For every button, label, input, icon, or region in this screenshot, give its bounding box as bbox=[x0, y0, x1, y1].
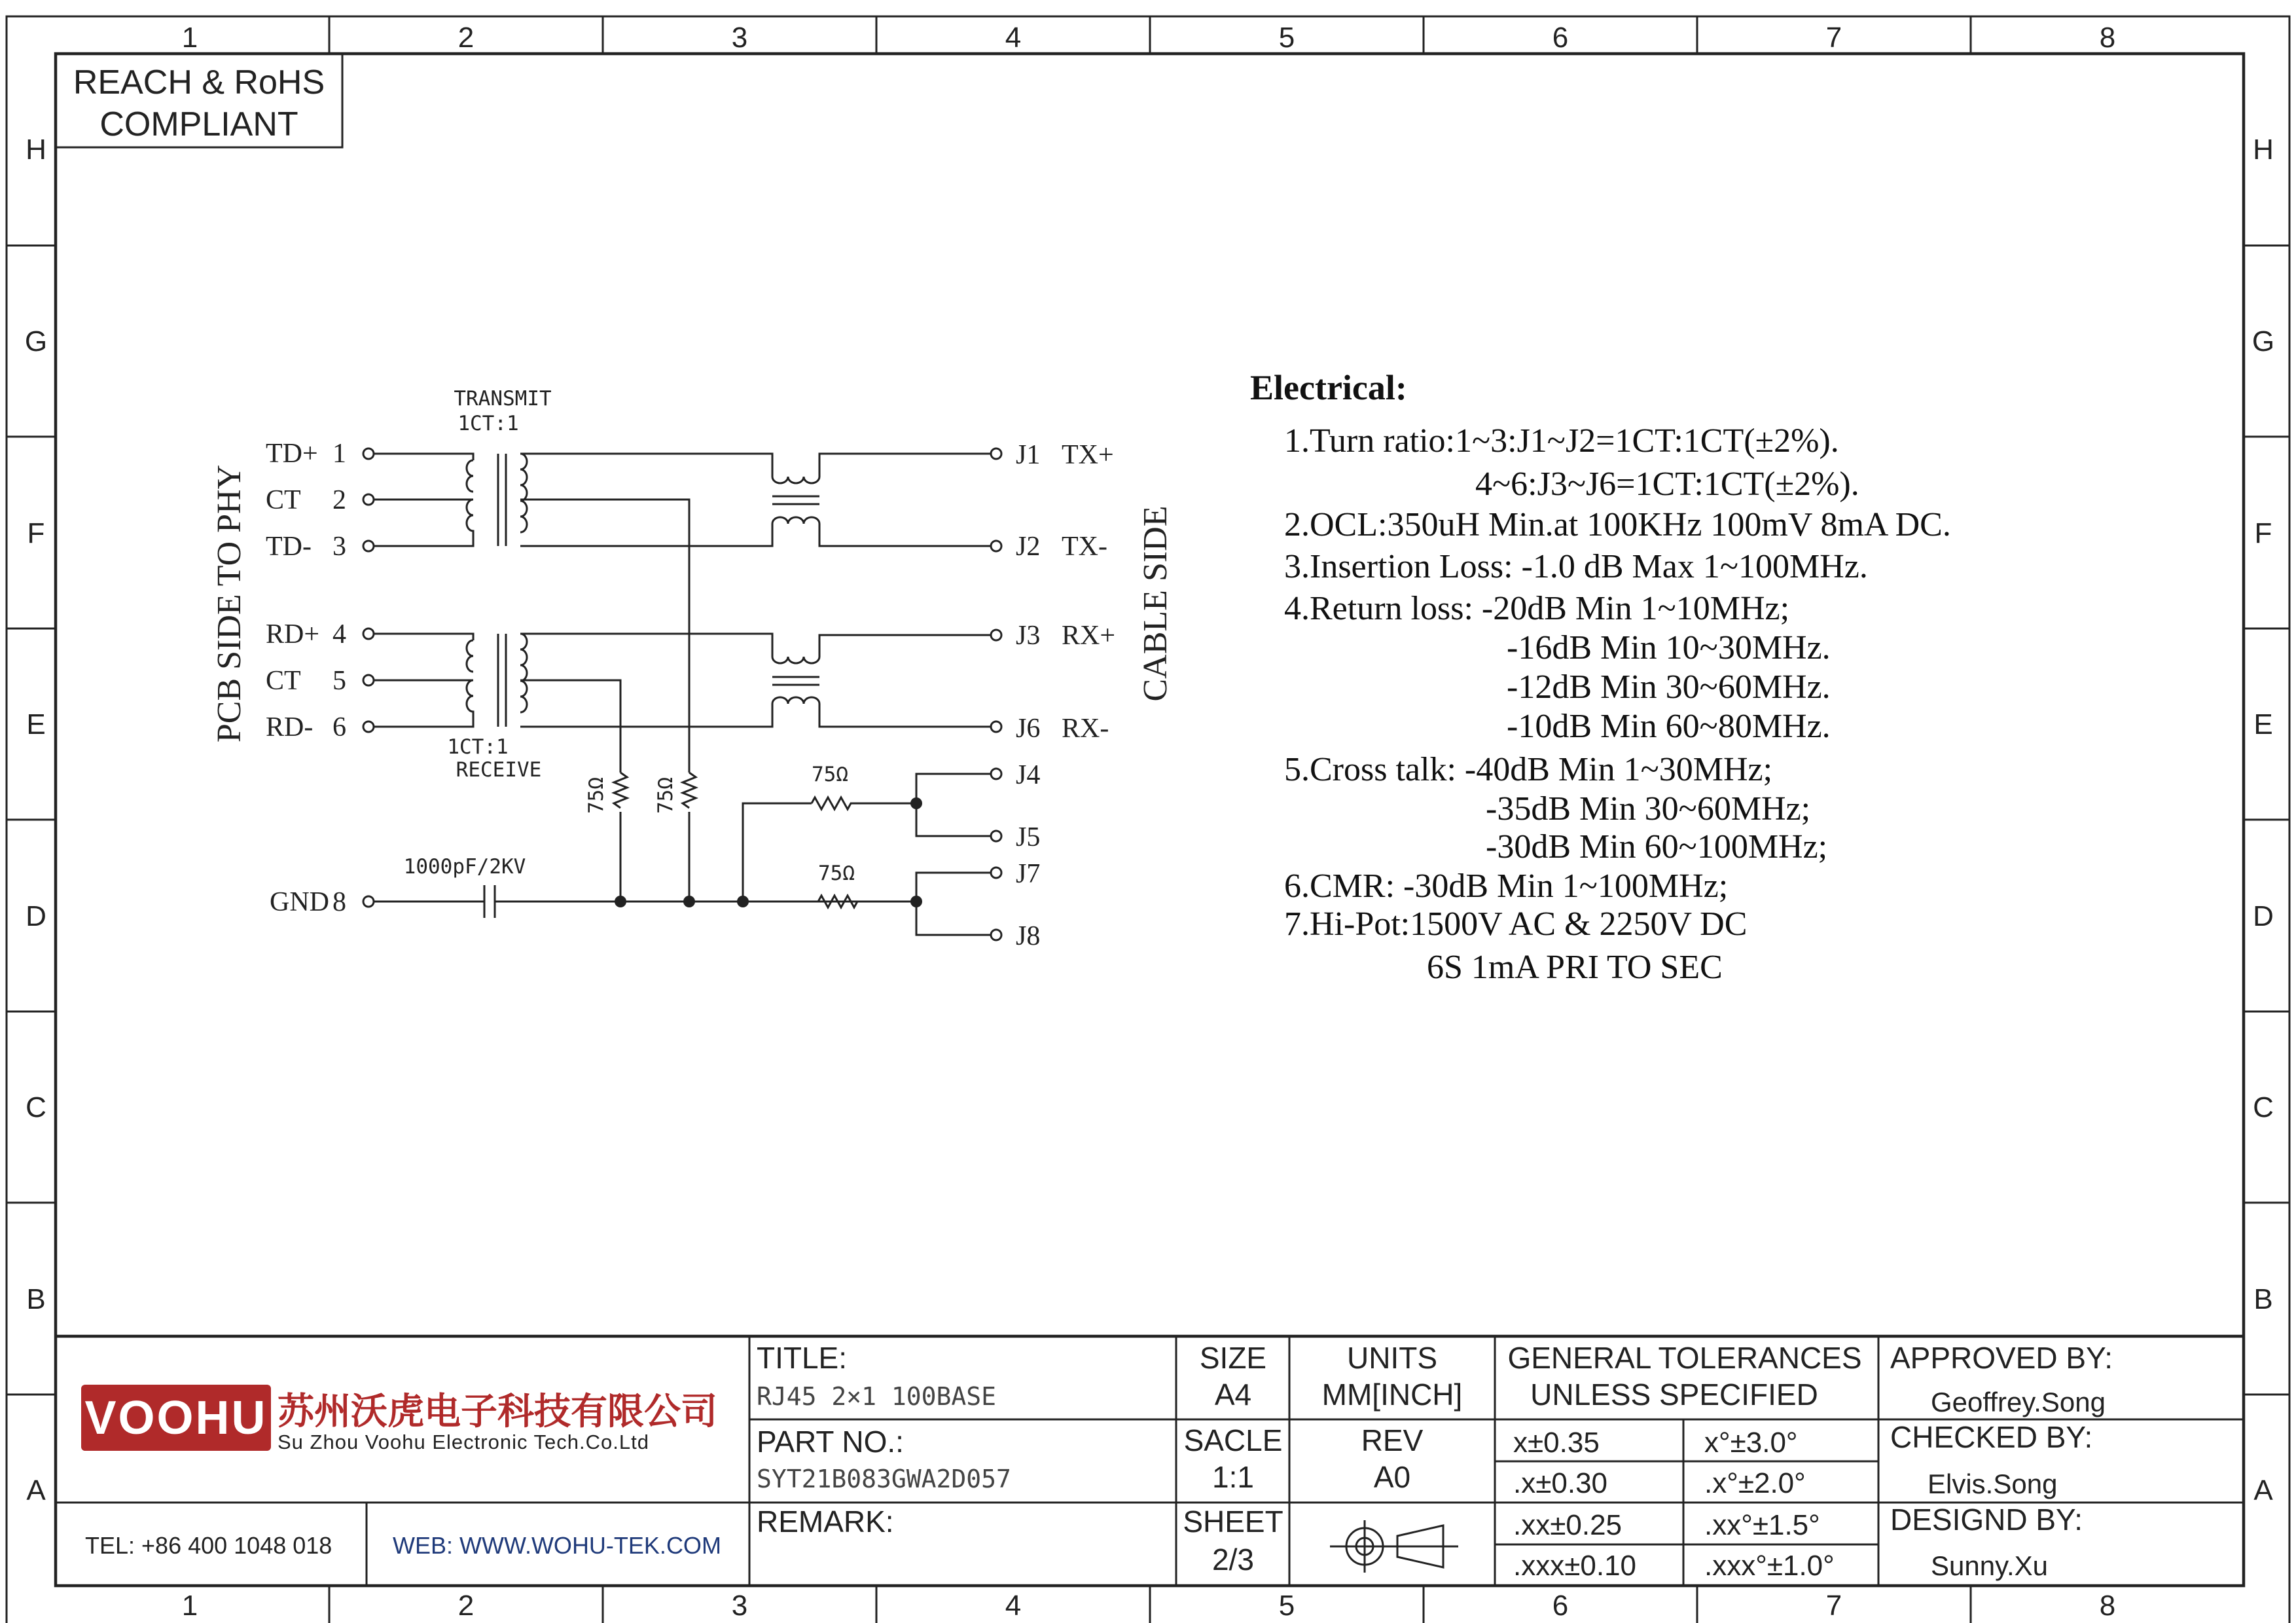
telephone: TEL: +86 400 1048 018 bbox=[85, 1532, 332, 1559]
sheet-label: SHEET bbox=[1183, 1504, 1283, 1539]
transmit-label: TRANSMIT bbox=[454, 387, 552, 410]
compliance-line-2: COMPLIANT bbox=[99, 105, 298, 143]
tolerance-heading: GENERAL TOLERANCES bbox=[1507, 1341, 1862, 1375]
schematic bbox=[211, 387, 1174, 951]
website-link[interactable]: WEB: WWW.WOHU-TEK.COM bbox=[393, 1532, 721, 1559]
jack-pin: J7 bbox=[1016, 859, 1041, 889]
pin-number: 4 bbox=[332, 619, 346, 649]
pin-name: CT bbox=[266, 485, 301, 515]
jack-signal: TX- bbox=[1062, 532, 1107, 562]
scale-value: 1:1 bbox=[1212, 1460, 1254, 1494]
cable-pins bbox=[991, 448, 1001, 940]
spec-line: 6.CMR: -30dB Min 1~100MHz; bbox=[1284, 867, 1729, 905]
row-label: B bbox=[2253, 1283, 2273, 1315]
jack-pin: J4 bbox=[1016, 760, 1041, 790]
spec-line: 3.Insertion Loss: -1.0 dB Max 1~100MHz. bbox=[1284, 548, 1868, 585]
row-label: B bbox=[26, 1283, 46, 1315]
row-label: A bbox=[2253, 1474, 2273, 1506]
pin-name: CT bbox=[266, 666, 301, 696]
row-label: H bbox=[26, 134, 46, 166]
title-label: TITLE: bbox=[757, 1341, 848, 1375]
company-name-en: Su Zhou Voohu Electronic Tech.Co.Ltd bbox=[278, 1431, 649, 1453]
spec-line: 5.Cross talk: -40dB Min 1~30MHz; bbox=[1284, 751, 1773, 788]
jack-pin: J2 bbox=[1016, 532, 1041, 562]
rev-value: A0 bbox=[1373, 1460, 1411, 1494]
jack-pin: J6 bbox=[1016, 714, 1041, 744]
row-label: F bbox=[2254, 517, 2272, 549]
units-value: MM[INCH] bbox=[1321, 1377, 1463, 1412]
cable-side-label: CABLE SIDE bbox=[1137, 505, 1174, 702]
spec-line: -35dB Min 30~60MHz; bbox=[1486, 790, 1811, 828]
title-block bbox=[56, 1336, 2244, 1586]
checked-label: CHECKED BY: bbox=[1890, 1420, 2093, 1454]
pin-name: GND bbox=[270, 887, 329, 917]
size-value: A4 bbox=[1214, 1377, 1252, 1412]
pcb-pins bbox=[363, 448, 374, 907]
compliance-box bbox=[56, 54, 342, 147]
row-label: C bbox=[2253, 1091, 2274, 1123]
resistor-value: 75Ω bbox=[654, 777, 677, 814]
spec-line: -16dB Min 10~30MHz. bbox=[1507, 629, 1831, 666]
col-label: 6 bbox=[1552, 1590, 1569, 1622]
remark-label: REMARK: bbox=[757, 1504, 894, 1539]
spec-line: 6S 1mA PRI TO SEC bbox=[1427, 949, 1723, 986]
ground-bus bbox=[374, 774, 991, 935]
pin-name: TD- bbox=[266, 532, 312, 562]
scale-label: SACLE bbox=[1183, 1423, 1283, 1457]
col-label: 6 bbox=[1552, 22, 1569, 54]
approved-label: APPROVED BY: bbox=[1890, 1341, 2113, 1375]
pin-number: 2 bbox=[332, 485, 346, 515]
jack-signal: RX- bbox=[1062, 714, 1109, 744]
row-label: A bbox=[26, 1474, 46, 1506]
row-label: G bbox=[2251, 325, 2275, 357]
tolerance-angular: x°±3.0° bbox=[1704, 1427, 1798, 1459]
spec-line: -12dB Min 30~60MHz. bbox=[1507, 668, 1831, 706]
jack-pin: J1 bbox=[1016, 440, 1041, 470]
jack-signal: TX+ bbox=[1062, 440, 1114, 470]
part-label: PART NO.: bbox=[757, 1425, 904, 1459]
part-number: SYT21B083GWA2D057 bbox=[757, 1465, 1011, 1493]
pin-number: 1 bbox=[332, 439, 346, 469]
transmit-transformer bbox=[374, 454, 991, 902]
resistor-value: 75Ω bbox=[818, 862, 855, 885]
outer-border bbox=[7, 16, 2289, 1623]
capacitor-value: 1000pF/2KV bbox=[403, 855, 526, 879]
row-label: F bbox=[27, 517, 45, 549]
designed-label: DESIGND BY: bbox=[1890, 1503, 2083, 1537]
pcb-side-label: PCB SIDE TO PHY bbox=[211, 464, 248, 743]
rev-label: REV bbox=[1361, 1423, 1424, 1457]
tolerance-angular: .xx°±1.5° bbox=[1704, 1509, 1820, 1541]
title-value: RJ45 2×1 100BASE bbox=[757, 1382, 997, 1411]
jack-pin: J5 bbox=[1016, 822, 1041, 852]
receive-label: RECEIVE bbox=[456, 758, 542, 782]
spec-line: 2.OCL:350uH Min.at 100KHz 100mV 8mA DC. bbox=[1284, 506, 1951, 543]
col-label: 2 bbox=[457, 22, 475, 54]
compliance-line-1: REACH & RoHS bbox=[73, 64, 325, 101]
zone-ticks bbox=[7, 16, 2289, 1623]
electrical-heading: Electrical: bbox=[1250, 368, 1407, 407]
pin-name: RD- bbox=[266, 712, 314, 742]
jack-signal: RX+ bbox=[1062, 621, 1116, 651]
col-label: 1 bbox=[181, 1590, 198, 1622]
pin-number: 8 bbox=[332, 887, 346, 917]
company-name-cn: 苏州沃虎电子科技有限公司 bbox=[278, 1391, 717, 1432]
tolerance-linear: .xx±0.25 bbox=[1513, 1509, 1623, 1541]
col-label: 7 bbox=[1825, 1590, 1842, 1622]
spec-line: 7.Hi-Pot:1500V AC & 2250V DC bbox=[1284, 905, 1748, 943]
pin-number: 6 bbox=[332, 712, 346, 742]
col-label: 4 bbox=[1005, 1590, 1022, 1622]
electrical-specs bbox=[1250, 368, 1951, 986]
transmit-ratio: 1CT:1 bbox=[457, 412, 519, 435]
designed-by: Sunny.Xu bbox=[1931, 1550, 2049, 1581]
tolerance-subheading: UNLESS SPECIFIED bbox=[1530, 1377, 1818, 1412]
spec-line: 4.Return loss: -20dB Min 1~10MHz; bbox=[1284, 590, 1790, 627]
row-label: E bbox=[2253, 708, 2273, 740]
pin-number: 5 bbox=[332, 666, 346, 696]
col-label: 7 bbox=[1825, 22, 1842, 54]
col-label: 8 bbox=[2099, 1590, 2116, 1622]
row-label: E bbox=[26, 708, 46, 740]
sheet-value: 2/3 bbox=[1212, 1542, 1254, 1577]
jack-pin: J3 bbox=[1016, 621, 1041, 651]
pin-name: RD+ bbox=[266, 619, 320, 649]
tolerance-angular: .xxx°±1.0° bbox=[1704, 1550, 1835, 1582]
approved-by: Geoffrey.Song bbox=[1931, 1387, 2106, 1417]
row-label: H bbox=[2253, 134, 2274, 166]
size-label: SIZE bbox=[1199, 1341, 1267, 1375]
spec-line: 1.Turn ratio:1~3:J1~J2=1CT:1CT(±2%). bbox=[1284, 422, 1839, 460]
voohu-logo bbox=[81, 1385, 271, 1451]
tolerance-linear: .xxx±0.10 bbox=[1513, 1550, 1637, 1582]
spec-line: -10dB Min 60~80MHz. bbox=[1507, 708, 1831, 745]
col-label: 3 bbox=[731, 22, 748, 54]
tolerance-linear: .x±0.30 bbox=[1513, 1467, 1608, 1499]
col-label: 8 bbox=[2099, 22, 2116, 54]
pin-name: TD+ bbox=[266, 439, 318, 469]
row-label: D bbox=[2253, 900, 2274, 932]
checked-by: Elvis.Song bbox=[1928, 1468, 2058, 1499]
spec-line: -30dB Min 60~100MHz; bbox=[1486, 828, 1828, 866]
receive-ratio: 1CT:1 bbox=[447, 735, 509, 759]
col-label: 3 bbox=[731, 1590, 748, 1622]
spec-line: 4~6:J3~J6=1CT:1CT(±2%). bbox=[1475, 465, 1859, 503]
pin-number: 3 bbox=[332, 532, 346, 562]
resistor-value: 75Ω bbox=[584, 777, 608, 814]
col-label: 5 bbox=[1278, 1590, 1295, 1622]
row-label: G bbox=[24, 325, 48, 357]
col-label: 4 bbox=[1005, 22, 1022, 54]
jack-pin: J8 bbox=[1016, 921, 1041, 951]
col-label: 1 bbox=[181, 22, 198, 54]
resistor-value: 75Ω bbox=[812, 763, 848, 786]
logo-text: VOOHU bbox=[84, 1392, 268, 1444]
col-label: 2 bbox=[457, 1590, 475, 1622]
third-angle-projection-icon bbox=[1330, 1520, 1458, 1573]
tolerance-angular: .x°±2.0° bbox=[1704, 1467, 1806, 1499]
units-label: UNITS bbox=[1347, 1341, 1437, 1375]
row-label: D bbox=[26, 900, 46, 932]
tolerance-linear: x±0.35 bbox=[1513, 1427, 1600, 1459]
col-label: 5 bbox=[1278, 22, 1295, 54]
row-label: C bbox=[26, 1091, 46, 1123]
